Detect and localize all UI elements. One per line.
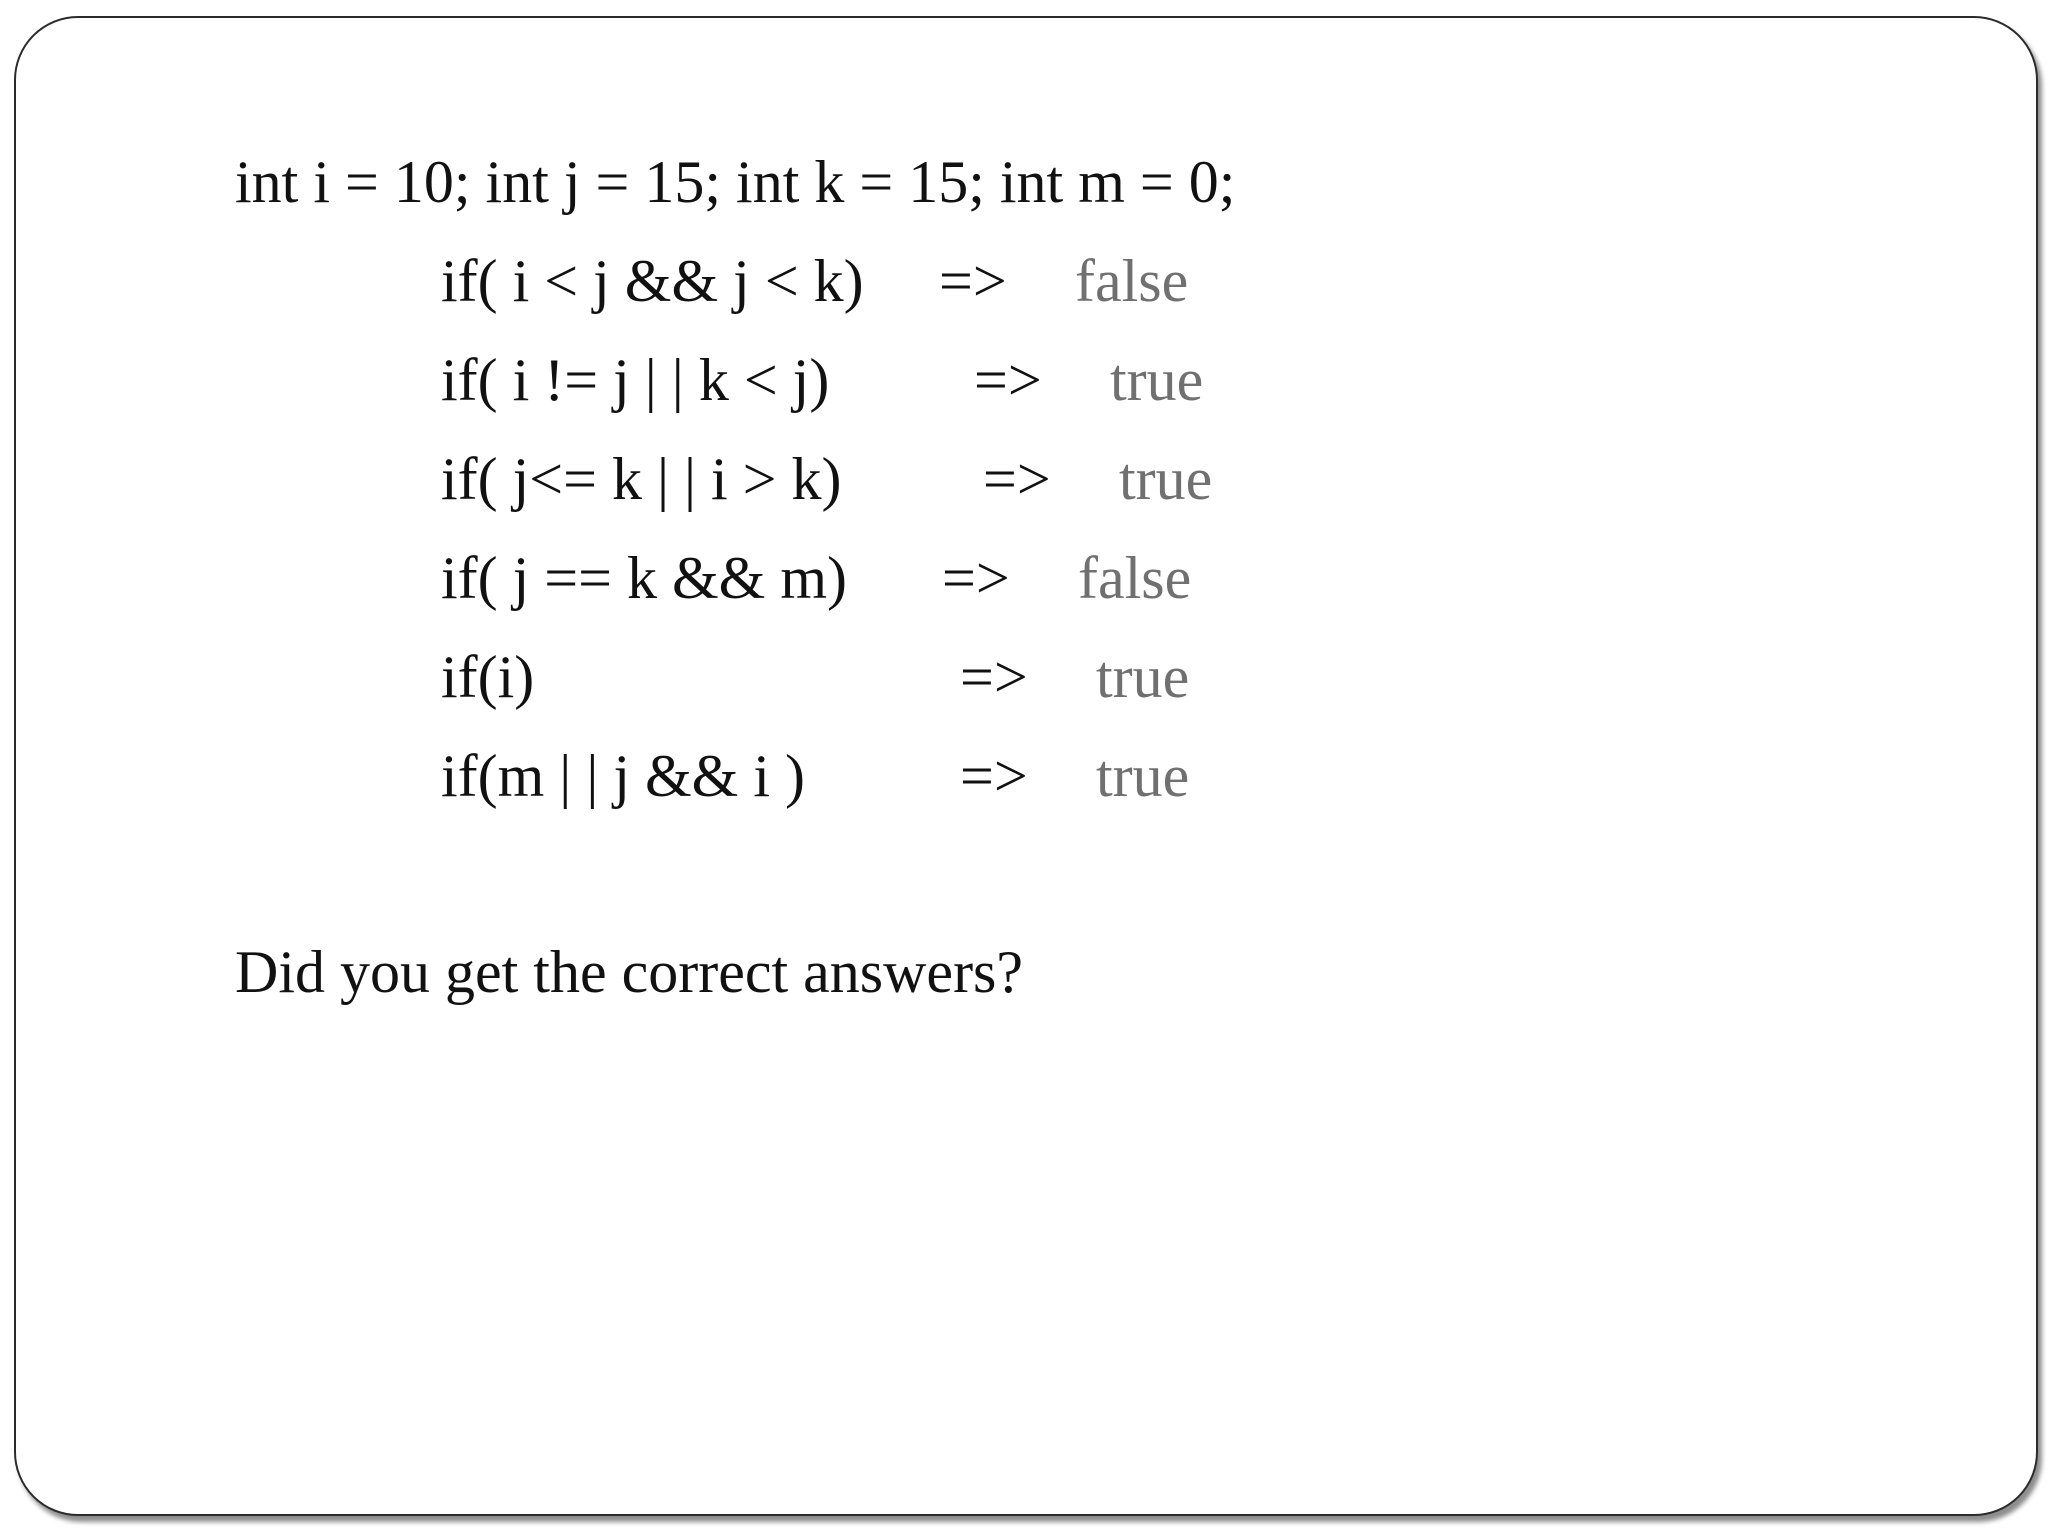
condition-expression: if(m | | j && i ) — [441, 743, 805, 809]
condition-result: true — [1110, 347, 1204, 413]
arrow: => — [942, 545, 1010, 611]
arrow: => — [939, 248, 1007, 314]
condition-expression: if(i) — [441, 644, 535, 710]
closing-question: Did you get the correct answers? — [235, 939, 1024, 1005]
condition-result: true — [1096, 743, 1190, 809]
condition-expression: if( i < j && j < k) — [441, 248, 864, 314]
arrow: => — [974, 347, 1042, 413]
variable-declaration: int i = 10; int j = 15; int k = 15; int m = 0; — [235, 149, 1236, 215]
condition-result: false — [1075, 248, 1189, 314]
arrow: => — [960, 644, 1028, 710]
condition-expression: if( j<= k | | i > k) — [441, 446, 842, 512]
condition-expression: if( i != j | | k < j) — [441, 347, 830, 413]
condition-result: true — [1119, 446, 1213, 512]
condition-expression: if( j == k && m) — [441, 545, 847, 611]
arrow: => — [983, 446, 1051, 512]
condition-result: true — [1096, 644, 1190, 710]
condition-result: false — [1078, 545, 1192, 611]
arrow: => — [960, 743, 1028, 809]
